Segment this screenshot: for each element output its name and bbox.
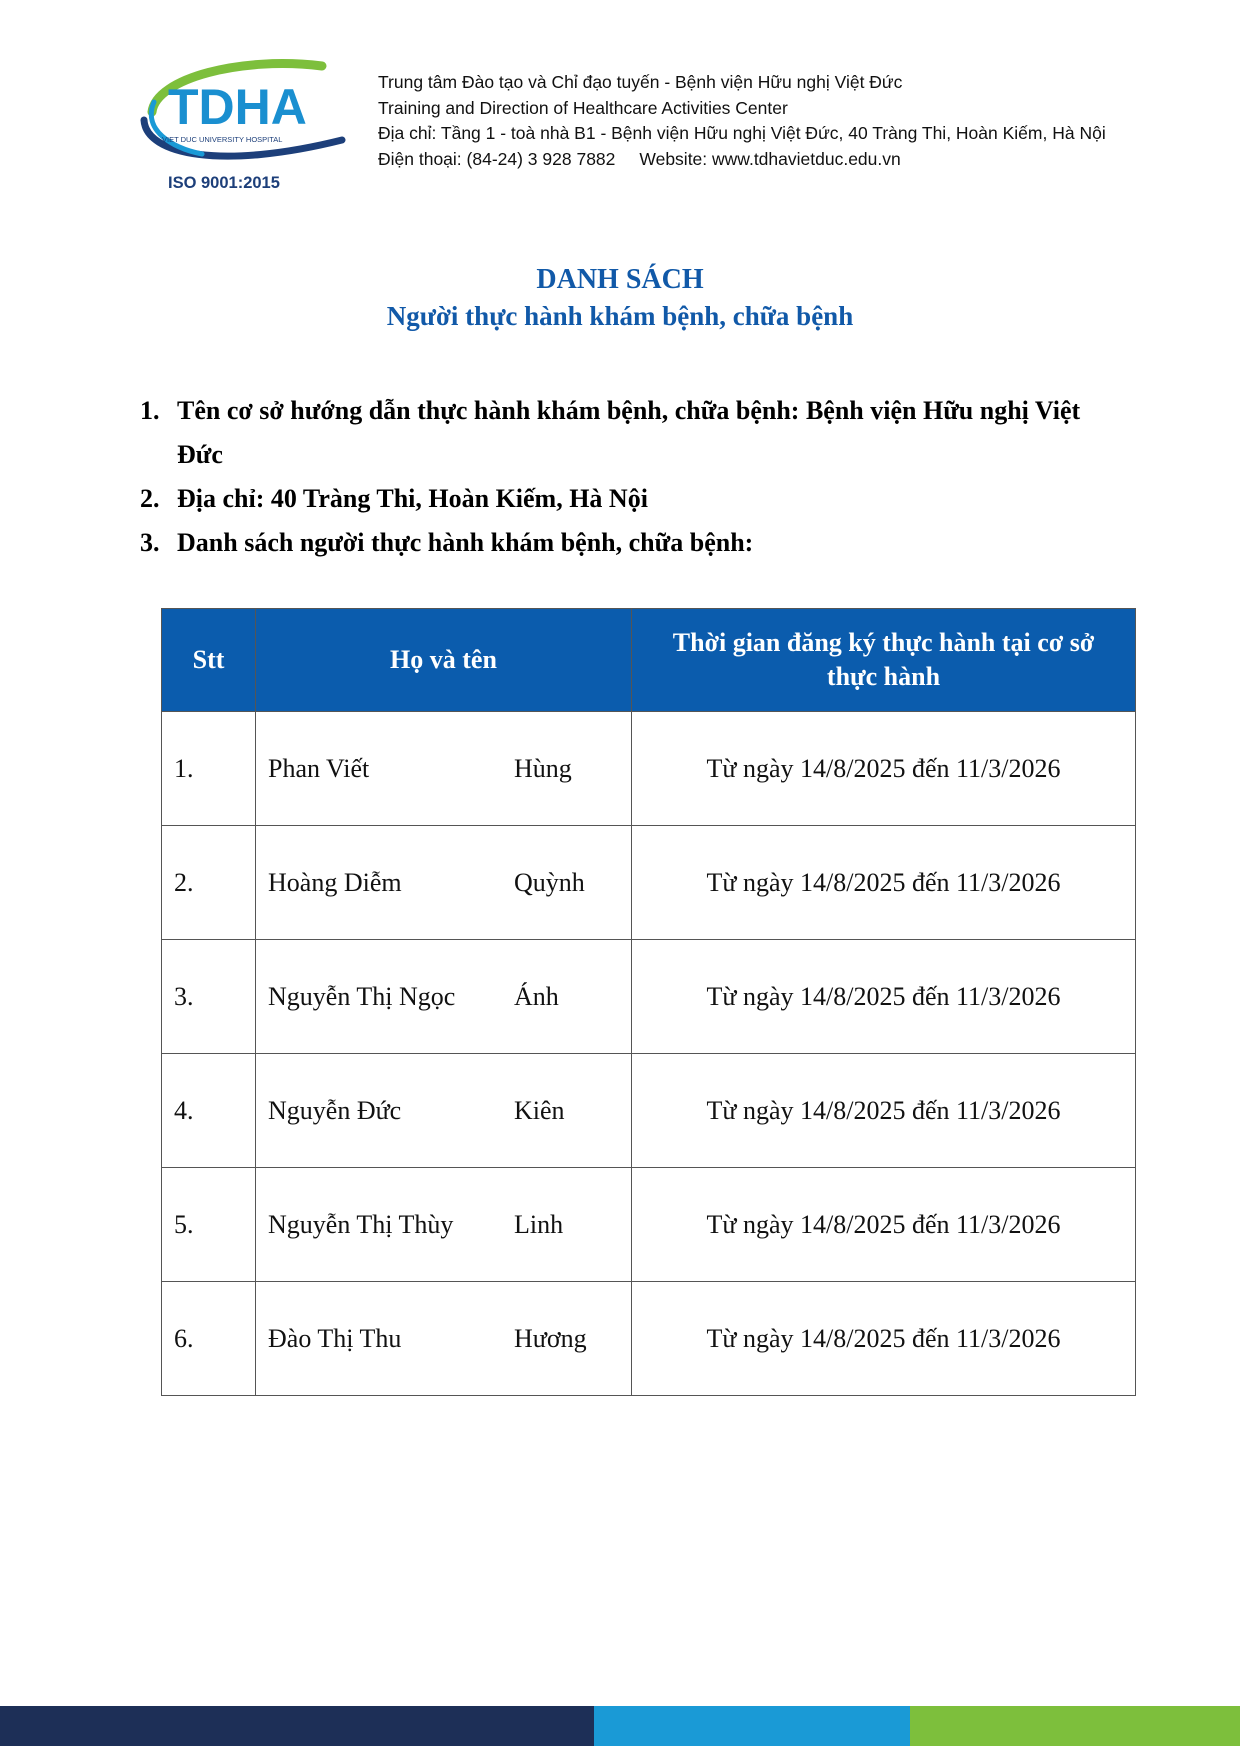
info-item-facility <box>140 389 1130 477</box>
page-subtitle: Người thực hành khám bệnh, chữa bệnh <box>386 301 854 331</box>
name-last: Ánh <box>514 981 559 1011</box>
cell-name <box>256 1054 632 1168</box>
info-item-number: 2. <box>140 484 160 513</box>
cell-name <box>256 712 632 826</box>
cell-stt: 6. <box>162 1282 256 1396</box>
col-header-name: Họ và tên <box>256 609 632 712</box>
cell-period: Từ ngày 14/8/2025 đến 11/3/2026 <box>632 826 1136 940</box>
name-first: Đào Thị Thu <box>268 1323 402 1353</box>
iso-label: ISO 9001:2015 <box>168 174 280 192</box>
org-vi: Trung tâm Đào tạo và Chỉ đạo tuyến - Bệnh viện Hữu nghị Việt Đức <box>378 72 903 92</box>
cell-period: Từ ngày 14/8/2025 đến 11/3/2026 <box>632 1054 1136 1168</box>
cell-stt: 4. <box>162 1054 256 1168</box>
name-first: Nguyễn Thị Thùy <box>268 1209 454 1239</box>
footer-band-green <box>910 1706 1240 1746</box>
name-first: Nguyễn Đức <box>268 1095 402 1125</box>
name-last: Quỳnh <box>514 867 585 897</box>
cell-stt: 1. <box>162 712 256 826</box>
cell-period: Từ ngày 14/8/2025 đến 11/3/2026 <box>632 712 1136 826</box>
col-header-stt: Stt <box>162 609 256 712</box>
table-row <box>162 1282 1136 1396</box>
logo-tagline: VIET DUC UNIVERSITY HOSPITAL <box>162 135 283 144</box>
org-en: Training and Direction of Healthcare Activities Center <box>378 97 788 118</box>
table-row <box>162 1168 1136 1282</box>
footer-band-navy <box>0 1706 594 1746</box>
name-last: Linh <box>514 1209 564 1239</box>
cell-name <box>256 940 632 1054</box>
footer-band-blue <box>594 1706 910 1746</box>
org-contact <box>378 147 1106 173</box>
cell-name <box>256 1282 632 1396</box>
col-header-period: Thời gian đăng ký thực hành tại cơ sở thực hành <box>632 609 1136 712</box>
cell-period: Từ ngày 14/8/2025 đến 11/3/2026 <box>632 940 1136 1054</box>
table-row <box>162 712 1136 826</box>
logo-text: TDHA <box>168 79 307 135</box>
cell-name <box>256 1168 632 1282</box>
name-last: Kiên <box>514 1095 565 1125</box>
info-item-number: 3. <box>140 528 160 557</box>
cell-name <box>256 826 632 940</box>
org-address: Địa chỉ: Tầng 1 - toà nhà B1 - Bệnh viện Hữu nghị Việt Đức, 40 Tràng Thi, Hoàn Kiếm, Hà Nội <box>378 123 1106 143</box>
table-header-row <box>162 609 1136 712</box>
table-row <box>162 826 1136 940</box>
info-item-text: Tên cơ sở hướng dẫn thực hành khám bệnh, chữa bệnh: Bệnh viện Hữu nghị Việt Đức <box>177 396 1081 469</box>
cell-stt: 3. <box>162 940 256 1054</box>
info-item-text: Danh sách người thực hành khám bệnh, chữa bệnh: <box>177 528 754 557</box>
name-first: Hoàng Diễm <box>268 867 402 897</box>
info-item-address <box>140 477 1130 521</box>
org-phone: Điện thoại: (84-24) 3 928 7882 <box>378 148 616 169</box>
info-item-list-label <box>140 521 1130 565</box>
header-info <box>378 70 1106 172</box>
cell-stt: 2. <box>162 826 256 940</box>
tdha-logo <box>132 50 364 200</box>
cell-period: Từ ngày 14/8/2025 đến 11/3/2026 <box>632 1168 1136 1282</box>
cell-period: Từ ngày 14/8/2025 đến 11/3/2026 <box>632 1282 1136 1396</box>
table-row <box>162 940 1136 1054</box>
info-item-text: Địa chỉ: 40 Tràng Thi, Hoàn Kiếm, Hà Nội <box>177 484 648 513</box>
name-first: Phan Viết <box>268 753 370 783</box>
table-row <box>162 1054 1136 1168</box>
name-first: Nguyễn Thị Ngọc <box>268 981 456 1011</box>
page-title: DANH SÁCH <box>536 264 704 295</box>
cell-stt: 5. <box>162 1168 256 1282</box>
name-last: Hùng <box>514 753 572 783</box>
practitioner-table <box>161 608 1136 1396</box>
org-website: Website: www.tdhavietduc.edu.vn <box>639 148 901 169</box>
info-list <box>140 389 1130 565</box>
info-item-number: 1. <box>140 396 160 425</box>
footer-color-band <box>0 1706 1240 1746</box>
name-last: Hương <box>514 1323 587 1353</box>
